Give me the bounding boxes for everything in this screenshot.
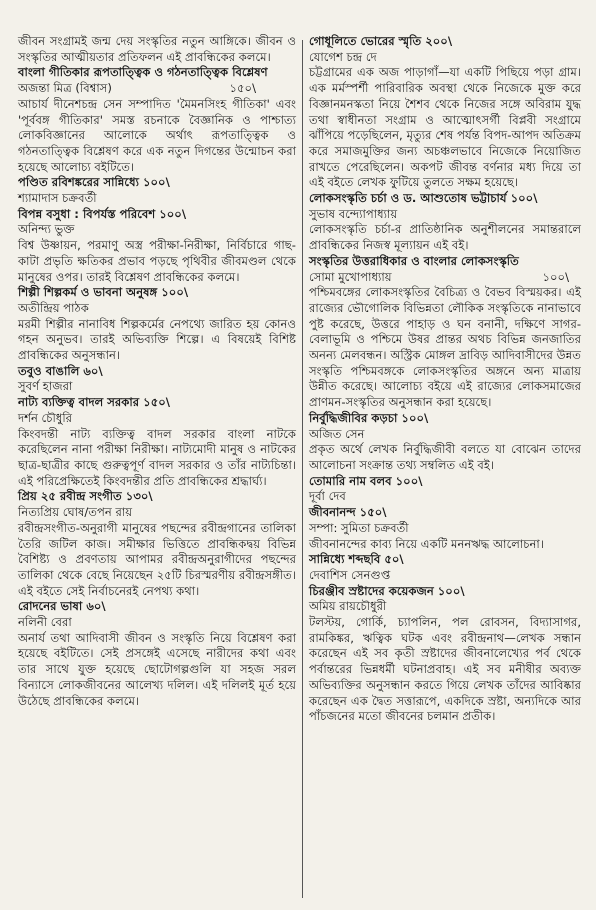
book-price: ১০০\ bbox=[542, 269, 569, 284]
book-author: অজিত সেন bbox=[309, 426, 365, 441]
book-author: নলিনী বেরা bbox=[18, 615, 72, 630]
book-description: পশ্চিমবঙ্গের লোকসংস্কৃতির বৈচিত্র্য ও বৈভব বিস্ময়কর। এই রাজ্যের ভৌগোলিক বিভিন্নতা লৌকিক সংস্কৃতিকে নানাভাবে পুষ্ট করেছে, উত্তরে পাহাড় ও ঘন বনানী, দক্ষিণে সাগর-বেলাভূমি ও পশ্চিমে উষর প্রান্তর অথচ বিভিন্ন জনজাতির অনন্য মেলবন্ধন। অস্ট্রিক মোঙ্গল দ্রাবিড় আদিবাসীদের উন্নত সংস্কৃতি পশ্চিমবঙ্গকে লোকসংস্কৃতির অঙ্গনে অন্য মাত্রায় উন্নীত করেছে। আলোচ্য বইয়ে এই রাজ্যের লোকসমাজের প্রাণমন-সংস্কৃতির অনুসন্ধান করা হয়েছে। bbox=[309, 285, 581, 410]
column-divider bbox=[302, 40, 303, 898]
book-title: নাট্য ব্যক্তিত্ব বাদল সরকার ১৫০\ bbox=[18, 395, 170, 410]
book-entry bbox=[18, 489, 296, 599]
book-title: তবুও বাঙালি ৬০\ bbox=[18, 363, 103, 378]
intro-text: জীবন সংগ্রামই জন্ম দেয় সংস্কৃতির নতুন আঙ্গিকে। জীবন ও সংস্কৃতির আত্মীয়তার প্রতিফলন এই প্রাবন্ধিকের কলমে। bbox=[18, 34, 296, 64]
book-title: রোদনের ভাষা ৬০\ bbox=[18, 599, 106, 614]
book-title: তোমারি নাম বলব ১০০\ bbox=[309, 473, 423, 488]
book-description: রবীন্দ্রসংগীত-অনুরাগী মানুষের পছন্দের রবীন্দ্রগানের তালিকা তৈরি জটিল কাজ। সমীক্ষার ভিত্তিতে প্রাবন্ধিকদ্বয় বিভিন্ন বৈশিষ্ট্য ও প্রবণতায় আপামর রবীন্দ্রঅনুরাগীদের পছন্দের তালিকা থেকে বেছে নিয়েছেন ২৫টি চিরস্মরণীয় রবীন্দ্রসঙ্গীত। এই বইতে সেই নির্বাচনেরই নেপথ্য কথা। bbox=[18, 520, 296, 598]
book-title: প্রিয় ২৫ রবীন্দ্র সংগীত ১৩০\ bbox=[18, 489, 153, 504]
book-title: সংস্কৃতির উত্তরাধিকার ও বাংলার লোকসংস্কৃতি bbox=[309, 253, 519, 268]
book-entry bbox=[309, 505, 581, 552]
book-author: সুবর্ণ হাজরা bbox=[18, 379, 73, 394]
book-entry bbox=[309, 584, 581, 725]
book-entry bbox=[18, 65, 296, 175]
book-author: নিত্যপ্রিয় ঘোষ/তপন রায় bbox=[18, 505, 133, 520]
book-description: আচার্য দীনেশচন্দ্র সেন সম্পাদিত 'মৈমনসিংহ গীতিকা' এবং 'পূর্ববঙ্গ গীতিকার' সমস্ত রচনাকে বৈজ্ঞানিক ও পাশ্চাত্য লোকবিজ্ঞানের আলোকে অর্থাৎ রূপতাত্ত্বিক ও গঠনতাত্ত্বিক বিশ্লেষণ করে এক নতুন দিগন্তের উন্মোচন করা হয়েছে আলোচ্য বইটিতে। bbox=[18, 96, 296, 174]
book-description: জীবনানন্দের কাব্য নিয়ে একটি মননঋদ্ধ আলোচনা। bbox=[309, 536, 544, 551]
book-author: সম্পা: সুমিতা চক্রবর্তী bbox=[309, 520, 409, 535]
book-description: কিংবদন্তী নাট্য ব্যক্তিত্ব বাদল সরকার বাংলা নাটকে করেছিলেন নানা পরীক্ষা নিরীক্ষা। নাট্যমোদী মানুষ ও নাটকের ছাত্র-ছাত্রীর কাছে গুরুত্বপূর্ণ বাদল সরকার ও তাঁর নাট্যচিন্তা। এই পরিপ্রেক্ষিতেই কিংবদন্তীর প্রতি প্রাবন্ধিকের শ্রদ্ধার্ঘ্য। bbox=[18, 426, 296, 488]
book-title: শিল্পী শিল্পকর্ম ও ভাবনা অনুষঙ্গ ১০০\ bbox=[18, 285, 189, 300]
book-author: যোগেশ চন্দ্র দে bbox=[309, 49, 377, 64]
book-entry bbox=[18, 364, 296, 395]
book-author: দূর্বা দেব bbox=[309, 489, 346, 504]
left-column bbox=[18, 34, 296, 900]
book-entry bbox=[18, 175, 296, 206]
book-title: জীবনানন্দ ১৫০\ bbox=[309, 505, 387, 520]
book-description: মরমী শিল্পীর নানাবিধ শিল্পকর্মের নেপথ্যে জারিত হয় কোনও গহন অনুভব। তারই অভিব্যক্তি শিল্পে। এ বিষয়েই বিশিষ্ট প্রাবন্ধিকের অনুসন্ধান। bbox=[18, 316, 296, 363]
book-title: বিপন্ন বসুধা : বিপর্যস্ত পরিবেশ ১০০\ bbox=[18, 206, 187, 221]
book-author: দেবাশিস সেনগুপ্ত bbox=[309, 567, 391, 582]
book-author: শ্যামাদাস চক্রবর্তী bbox=[18, 191, 97, 206]
book-title: বাংলা গীতিকার রূপতাত্ত্বিক ও গঠনতাত্ত্বিক বিশ্লেষণ bbox=[18, 65, 268, 80]
book-entry bbox=[309, 191, 581, 254]
book-price: ১৫০\ bbox=[229, 81, 256, 96]
book-author: অমিয় রায়চৌধুরী bbox=[309, 599, 387, 614]
book-description: চট্টগ্রামের এক অজ পাড়াগাঁ—যা একটি পিছিয়ে পড়া গ্রাম। এক মর্মস্পর্শী পারিবারিক অবস্থা থেকে নিজেকে মুক্ত করে বিজ্ঞানমনস্কতা নিয়ে শৈশব থেকে নিজের সঙ্গে অবিরাম যুদ্ধ তথা স্বাধীনতা সংগ্রাম ও আত্মোৎসর্গী বিপ্লবী সংগ্রামে ঝাঁপিয়ে পড়েছিলেন, মৃত্যুর শেষ পর্যন্ত বিপদ-আপদ অতিক্রম করে সমাজমুক্তির জন্য অচঞ্চলভাবে নিজেকে নিয়োজিত রাখতে পেরেছিলেন। অকপট জীবন্ত বর্ণনার মধ্য দিয়ে তা এই বইতে লেখক ফুটিয়ে তুলতে সক্ষম হয়েছে। bbox=[309, 65, 581, 190]
book-author: অতীন্দ্রিয় পাঠক bbox=[18, 300, 89, 315]
book-entry bbox=[18, 285, 296, 364]
book-author: দর্শন চৌধুরি bbox=[18, 410, 73, 425]
book-entry bbox=[309, 254, 581, 411]
book-title: লোকসংস্কৃতি চর্চা ও ড. আশুতোষ ভট্টাচার্য ১০০\ bbox=[309, 191, 538, 206]
book-title: নির্বুদ্ধিজীবির কড়চা ১০০\ bbox=[309, 410, 429, 425]
book-entry bbox=[18, 599, 296, 709]
author-name: সোমা মুখোপাধ্যায় bbox=[309, 269, 392, 284]
book-title: সান্নিধ্যে শব্দছবি ৫০\ bbox=[309, 552, 404, 567]
book-entry bbox=[309, 411, 581, 474]
book-author bbox=[309, 270, 581, 286]
book-entry bbox=[309, 34, 581, 191]
right-column bbox=[309, 34, 581, 900]
book-title: গোধূলিতে ভোরের স্মৃতি ২০০\ bbox=[309, 34, 453, 48]
book-entry bbox=[18, 395, 296, 489]
book-description: লোকসংস্কৃতি চর্চা-র প্রাতিষ্ঠানিক অনুশীলনের সমান্তরালে প্রাবন্ধিকের নিজস্ব মূল্যায়ন এই বই। bbox=[309, 222, 581, 253]
book-description: বিশ্ব উষ্ণায়ন, পরমাণু অস্ত্র পরীক্ষা-নিরীক্ষা, নির্বিচারে গাছ-কাটা প্রভৃতি ক্ষতিকর প্রভাব পড়ছে পৃথিবীর জীবমণ্ডল থেকে মানুষের ওপর। তারই বিশ্লেষণ প্রাবন্ধিকের কলমে। bbox=[18, 238, 296, 284]
author-name: অজন্তা মিত্র (বিশ্বাস) bbox=[18, 81, 112, 96]
book-title: চিরঞ্জীব স্রষ্টাদের কয়েকজন ১০০\ bbox=[309, 583, 465, 598]
book-author: সুভাষ বন্দ্যোপাধ্যায় bbox=[309, 206, 398, 221]
book-entry bbox=[18, 207, 296, 286]
book-description: অনার্য তথা আদিবাসী জীবন ও সংস্কৃতি নিয়ে বিশ্লেষণ করা হয়েছে বইটিতে। সেই প্রসঙ্গেই এসেছে নারীদের কথা এবং তার সাথে যুক্ত হয়েছে ছোটোগল্পগুলি যা সহজ সরল বিন্যাসে লোকজীবনের আলেখ্য দলিল। এই দলিলই মূর্ত হয়ে উঠেছে প্রাবন্ধিকের কলমে। bbox=[18, 630, 296, 708]
book-entry bbox=[309, 552, 581, 583]
book-title: পণ্ডিত রবিশঙ্করের সান্নিধ্যে ১০০\ bbox=[18, 175, 170, 190]
book-author: অনিন্দ্য ভুক্ত bbox=[18, 222, 75, 237]
book-entry bbox=[309, 474, 581, 505]
book-description: প্রকৃত অর্থে লেখক নির্বুদ্ধিজীবী বলতে যা বোঝেন তাদের আলোচনা সংক্রান্ত তথ্য সম্বলিত এই বই। bbox=[309, 442, 581, 472]
book-author bbox=[18, 81, 296, 97]
book-description: টলস্টয়, গোর্কি, চ্যাপলিন, পল রোবসন, বিদ্যাসাগর, রামকিঙ্কর, ঋত্বিক ঘটক এবং রবীন্দ্রনাথ—লেখক সন্ধান করেছেন এই সব কৃতী স্রষ্টাদের জীবনালেখ্যের পর্ব থেকে পর্বান্তরের ভিন্নধর্মী ঘটনাপ্রবাহ। এই সব মনীষীর অব্যক্ত অভিব্যক্তির অনুসন্ধান করতে গিয়ে লেখক তাঁদের আবিষ্কার করেছেন এক দ্বৈত সত্তারূপে, একদিকে স্রষ্টা, অন্যদিকে আর পাঁচজনের মতো জীবনের চলমান প্রতীক। bbox=[309, 615, 581, 724]
